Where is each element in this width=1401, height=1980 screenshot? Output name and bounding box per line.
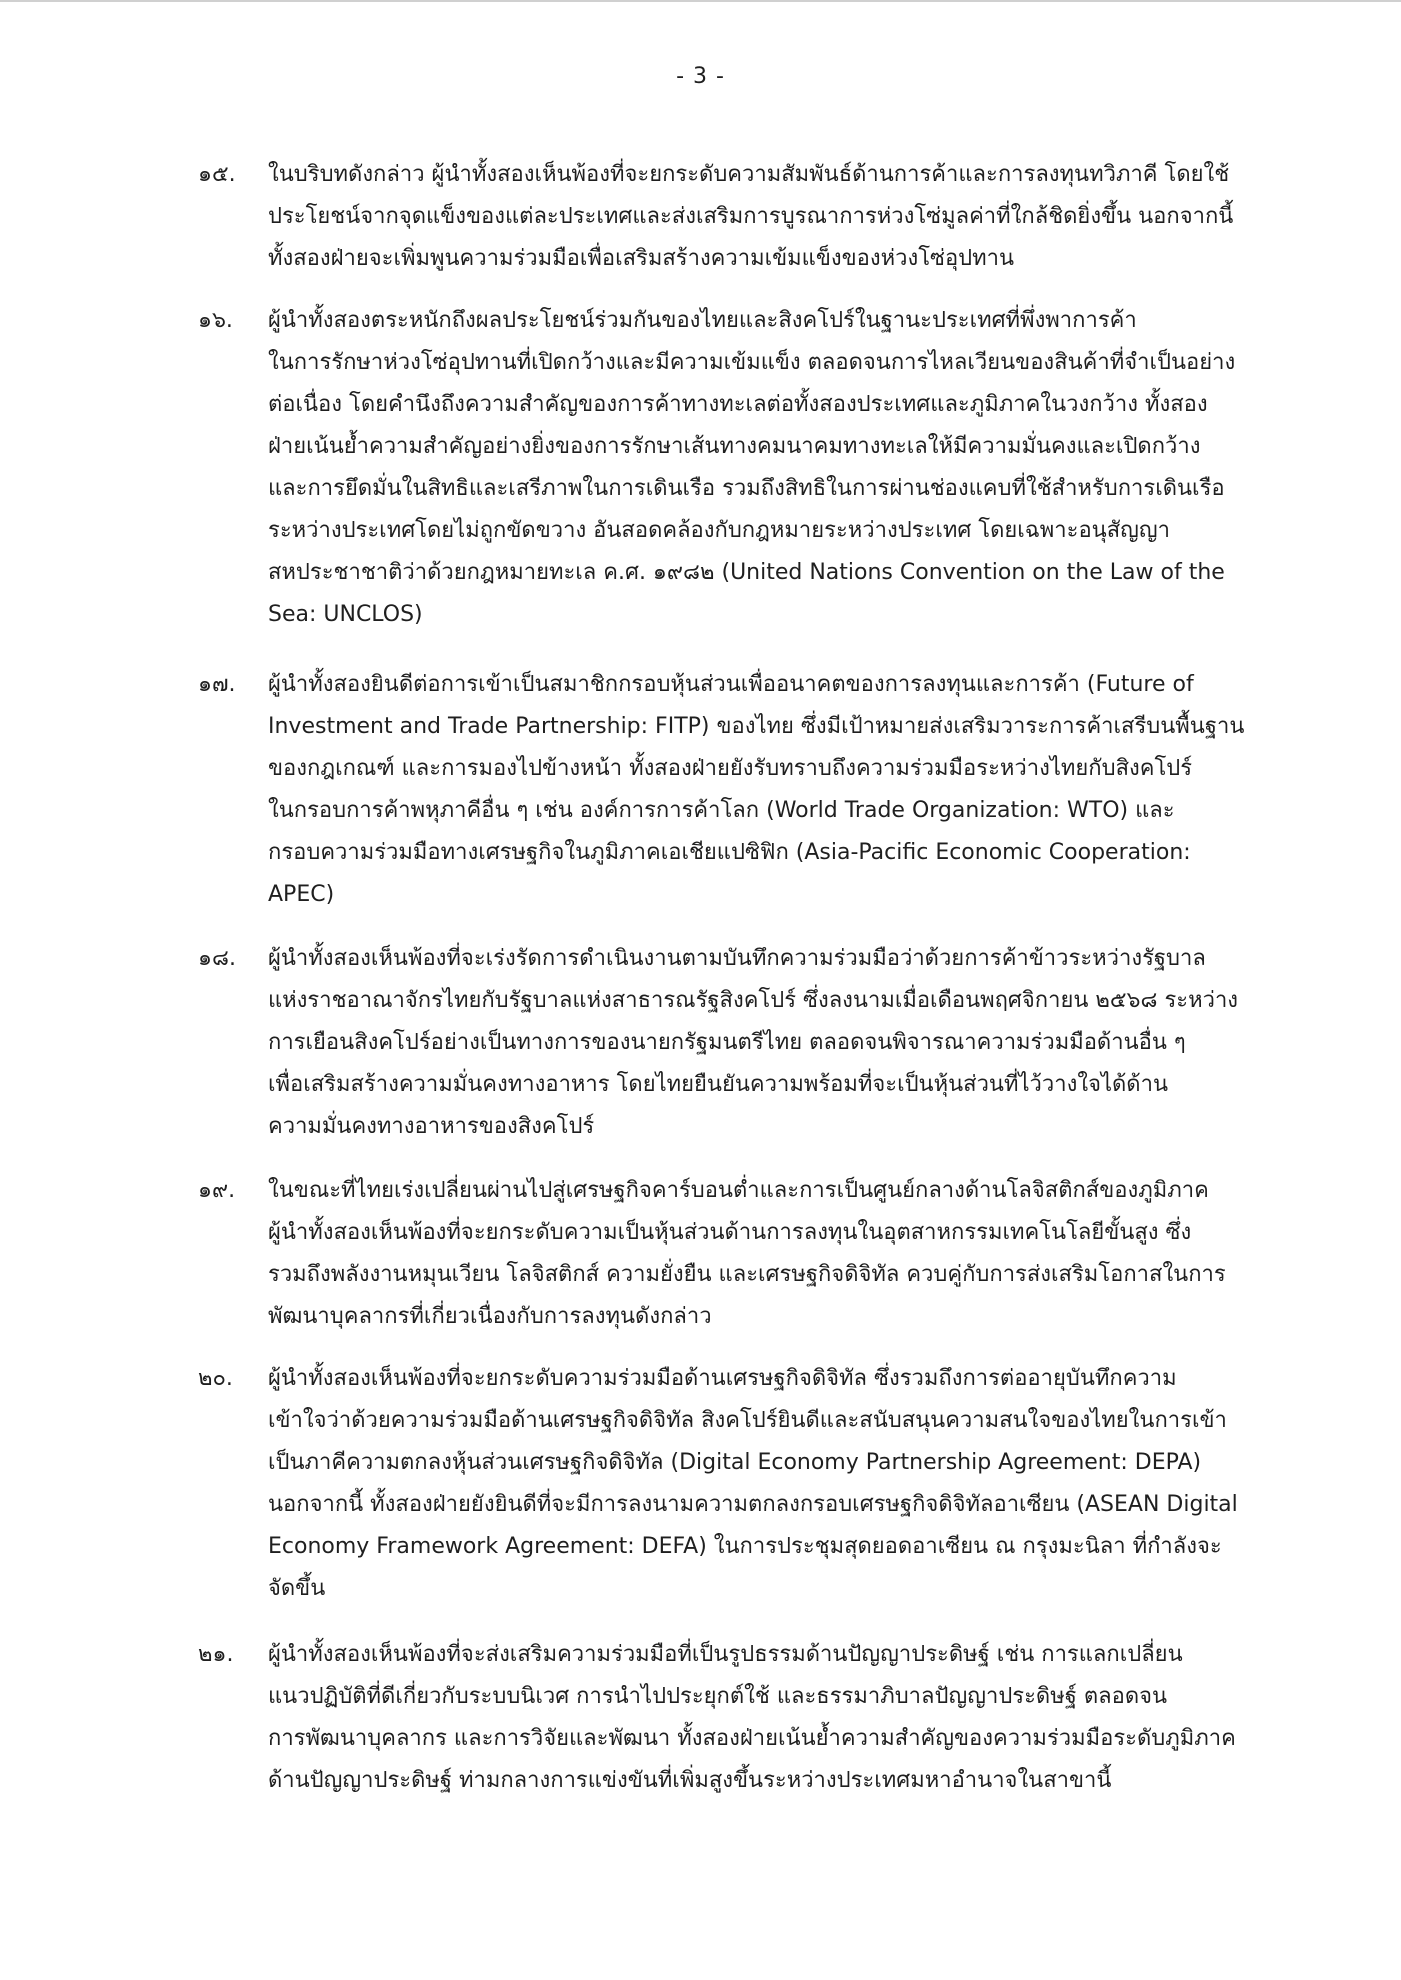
paragraph-number: ๒๑.: [198, 1642, 234, 1667]
text-line: ผู้นำทั้งสองยินดีต่อการเข้าเป็นสมาชิกกรอบหุ้นส่วนเพื่ออนาคตของการลงทุนและการค้า (Future of: [268, 672, 1194, 697]
text-line: ในบริบทดังกล่าว ผู้นำทั้งสองเห็นพ้องที่จะยกระดับความสัมพันธ์ด้านการค้าและการลงทุนทวิภาคี โดยใช้: [268, 162, 1230, 187]
paragraph-number: ๑๕.: [198, 162, 236, 187]
text-line: ทั้งสองฝ่ายจะเพิ่มพูนความร่วมมือเพื่อเสริมสร้างความเข้มแข็งของห่วงโซ่อุปทาน: [268, 246, 1015, 271]
text-line: แนวปฏิบัติที่ดีเกี่ยวกับระบบนิเวศ การนำไปประยุกต์ใช้ และธรรมาภิบาลปัญญาประดิษฐ์ ตลอดจน: [268, 1684, 1168, 1709]
paragraph-number: ๑๖.: [198, 308, 233, 333]
text-line: ในการรักษาห่วงโซ่อุปทานที่เปิดกว้างและมีความเข้มแข็ง ตลอดจนการไหลเวียนของสินค้าที่จำเป็นอย่าง: [268, 350, 1236, 375]
text-line: Investment and Trade Partnership: FITP) ของไทย ซึ่งมีเป้าหมายส่งเสริมวาระการค้าเสรีบนพื้นฐาน: [268, 714, 1245, 739]
text-line: ผู้นำทั้งสองเห็นพ้องที่จะยกระดับความเป็นหุ้นส่วนด้านการลงทุนในอุตสาหกรรมเทคโนโลยีขั้นสูง ซึ่ง: [268, 1220, 1192, 1245]
text-line: Sea: UNCLOS): [268, 602, 423, 627]
paragraph-number: ๒๐.: [198, 1366, 233, 1391]
text-line: ของกฎเกณฑ์ และการมองไปข้างหน้า ทั้งสองฝ่ายยังรับทราบถึงความร่วมมือระหว่างไทยกับสิงคโปร์: [268, 756, 1193, 781]
text-line: ความมั่นคงทางอาหารของสิงคโปร์: [268, 1114, 595, 1139]
text-line: พัฒนาบุคลากรที่เกี่ยวเนื่องกับการลงทุนดังกล่าว: [268, 1304, 712, 1329]
text-line: จัดขึ้น: [268, 1576, 326, 1601]
text-line: ประโยชน์จากจุดแข็งของแต่ละประเทศและส่งเสริมการบูรณาการห่วงโซ่มูลค่าที่ใกล้ชิดยิ่งขึ้น นอกจากนี้: [268, 204, 1234, 229]
page-number: - 3 -: [676, 64, 725, 89]
text-line: รวมถึงพลังงานหมุนเวียน โลจิสติกส์ ความยั่งยืน และเศรษฐกิจดิจิทัล ควบคู่กับการส่งเสริมโอกาสในการ: [268, 1262, 1226, 1287]
text-line: ในขณะที่ไทยเร่งเปลี่ยนผ่านไปสู่เศรษฐกิจคาร์บอนต่ำและการเป็นศูนย์กลางด้านโลจิสติกส์ของภูมิภาค: [268, 1178, 1209, 1203]
text-line: สหประชาชาติว่าด้วยกฎหมายทะเล ค.ศ. ๑๙๘๒ (United Nations Convention on the Law of the: [268, 560, 1225, 585]
text-line: การเยือนสิงคโปร์อย่างเป็นทางการของนายกรัฐมนตรีไทย ตลอดจนพิจารณาความร่วมมือด้านอื่น ๆ: [268, 1030, 1186, 1055]
text-line: การพัฒนาบุคลากร และการวิจัยและพัฒนา ทั้งสองฝ่ายเน้นย้ำความสำคัญของความร่วมมือระดับภูมิภาค: [268, 1726, 1236, 1751]
paragraph-text: [268, 664, 1292, 916]
paragraph-text: [268, 938, 1292, 1148]
paragraph-number: ๑๗.: [198, 672, 236, 697]
text-line: ในกรอบการค้าพหุภาคีอื่น ๆ เช่น องค์การการค้าโลก (World Trade Organization: WTO) และ: [268, 798, 1175, 823]
text-line: ฝ่ายเน้นย้ำความสำคัญอย่างยิ่งของการรักษาเส้นทางคมนาคมทางทะเลให้มีความมั่นคงและเปิดกว้าง: [268, 434, 1201, 459]
text-line: เข้าใจว่าด้วยความร่วมมือด้านเศรษฐกิจดิจิทัล สิงคโปร์ยินดีและสนับสนุนความสนใจของไทยในการเข้า: [268, 1408, 1227, 1433]
text-line: ต่อเนื่อง โดยคำนึงถึงความสำคัญของการค้าทางทะเลต่อทั้งสองประเทศและภูมิภาคในวงกว้าง ทั้งสอง: [268, 392, 1208, 417]
text-line: และการยึดมั่นในสิทธิและเสรีภาพในการเดินเรือ รวมถึงสิทธิในการผ่านช่องแคบที่ใช้สำหรับการเดินเรือ: [268, 476, 1225, 501]
paragraph-number: ๑๘.: [198, 946, 236, 971]
text-line: เป็นภาคีความตกลงหุ้นส่วนเศรษฐกิจดิจิทัล (Digital Economy Partnership Agreement: DEPA): [268, 1450, 1202, 1475]
paragraph-text: [268, 1358, 1292, 1610]
text-line: กรอบความร่วมมือทางเศรษฐกิจในภูมิภาคเอเชียแปซิฟิก (Asia-Pacific Economic Cooperation:: [268, 840, 1191, 865]
text-line: แห่งราชอาณาจักรไทยกับรัฐบาลแห่งสาธารณรัฐสิงคโปร์ ซึ่งลงนามเมื่อเดือนพฤศจิกายน ๒๕๖๘ ระหว่าง: [268, 988, 1239, 1013]
text-line: ระหว่างประเทศโดยไม่ถูกขัดขวาง อันสอดคล้องกับกฎหมายระหว่างประเทศ โดยเฉพาะอนุสัญญา: [268, 518, 1170, 543]
paragraph-number: ๑๙.: [198, 1178, 236, 1203]
text-line: ผู้นำทั้งสองตระหนักถึงผลประโยชน์ร่วมกันของไทยและสิงคโปร์ในฐานะประเทศที่พึ่งพาการค้า: [268, 308, 1137, 333]
text-line: Economy Framework Agreement: DEFA) ในการประชุมสุดยอดอาเซียน ณ กรุงมะนิลา ที่กำลังจะ: [268, 1534, 1222, 1559]
paragraph-text: [268, 154, 1292, 280]
text-line: เพื่อเสริมสร้างความมั่นคงทางอาหาร โดยไทยยืนยันความพร้อมที่จะเป็นหุ้นส่วนที่ไว้วางใจได้ด้าน: [268, 1072, 1168, 1097]
paragraph-text: [268, 1634, 1292, 1802]
paragraph-text: [268, 300, 1292, 636]
text-line: ผู้นำทั้งสองเห็นพ้องที่จะยกระดับความร่วมมือด้านเศรษฐกิจดิจิทัล ซึ่งรวมถึงการต่ออายุบันทึกความ: [268, 1366, 1177, 1391]
text-line: APEC): [268, 882, 335, 907]
paragraph-text: [268, 1170, 1292, 1338]
text-line: ผู้นำทั้งสองเห็นพ้องที่จะส่งเสริมความร่วมมือที่เป็นรูปธรรมด้านปัญญาประดิษฐ์ เช่น การแลกเปลี่ยน: [268, 1642, 1183, 1667]
text-line: ด้านปัญญาประดิษฐ์ ท่ามกลางการแข่งขันที่เพิ่มสูงขึ้นระหว่างประเทศมหาอำนาจในสาขานี้: [268, 1768, 1112, 1793]
text-line: ผู้นำทั้งสองเห็นพ้องที่จะเร่งรัดการดำเนินงานตามบันทึกความร่วมมือว่าด้วยการค้าข้าวระหว่างรัฐบาล: [268, 946, 1206, 971]
text-line: นอกจากนี้ ทั้งสองฝ่ายยังยินดีที่จะมีการลงนามความตกลงกรอบเศรษฐกิจดิจิทัลอาเซียน (ASEAN Digital: [268, 1492, 1238, 1517]
